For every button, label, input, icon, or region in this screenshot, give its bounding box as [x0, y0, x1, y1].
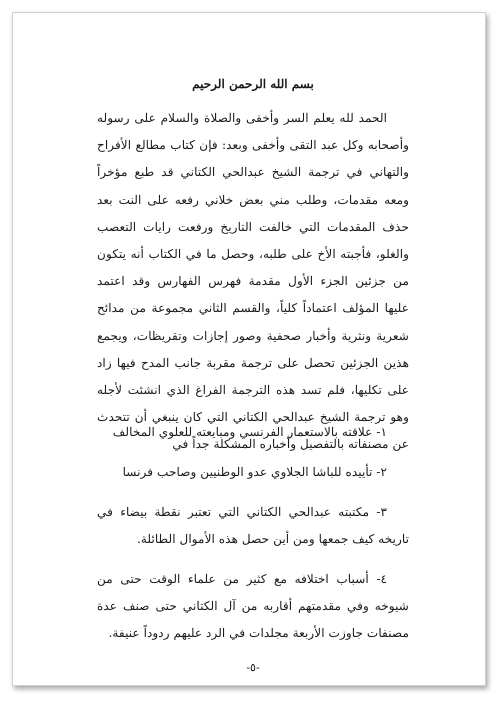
list-item-text: ٢- تأييده للباشا الجلاوي عدو الوطنيين وصاحب فرنسا	[122, 465, 387, 479]
page-number: -٥-	[246, 661, 260, 674]
list-item-text: ٤- أسباب اختلافه مع كثير من علماء الوقت حتى من شيوخه وفي مقدمتهم أقاربه من آل الكتاني حتى صنف عدة مصنفات جاوزت الأربعة مجلدات في الرد عليهم ردوداً عنيفة.	[97, 572, 409, 641]
list-item	[97, 459, 409, 486]
list-item	[97, 499, 409, 553]
intro-paragraph	[97, 105, 409, 459]
list-item-text: ٣- مكتبته عبدالحي الكتاني التي تعتبر نقطة بيضاء في تاريخه كيف جمعها ومن أين حصل هذه الأموال الطائلة.	[97, 505, 409, 547]
intro-paragraph-text: الحمد لله يعلم السر وأخفى والصلاة والسلام على رسوله وأصحابه وكل عبد التقى وأخفى وبعد: فإن كتاب مطالع الأفراح والتهاني في ترجمة الشيخ عبدالحي الكتاني قد طبع مؤخراً ومعه مقدمات، وطلب مني بعض خلاني رفعه على النت بعد حذف المقدمات التي خالفت التاريخ ورفعت رايات التعصب والغلو، فأجبته الأخ على طلبه، وحصل ما في الكتاب أنه يتكون من جزئين الجزء الأول مقدمة فهرس الفهارس وقد اعتمد عليها المؤلف اعتماداً كلياً، والقسم الثاني مجموعة من مدائح شعرية ونثرية وأخبار صحفية وصور إجازات وتقريظات، ويجمع هذين الجزئين تحصل على ترجمة مقربة جانب المدح فيها زاد على تكليها، فلم تسد هذه الترجمة الفراغ الذي انشئت لأجله وهو ترجمة الشيخ عبدالحي الكتاني التي كان ينبغي أن تتحدث عن مصنفاته بالتفصيل وأخباره المشكلة جداً في	[97, 111, 409, 452]
list-item	[97, 566, 409, 648]
page-content	[97, 13, 409, 685]
list-item	[97, 419, 409, 446]
document-page	[12, 12, 486, 686]
basmala-heading: بسم الله الرحمن الرحيم	[192, 77, 314, 91]
list-item-text: ١- علاقته بالاستعمار الفرنسي ومبايعته للعلوي المخالف	[112, 425, 387, 439]
